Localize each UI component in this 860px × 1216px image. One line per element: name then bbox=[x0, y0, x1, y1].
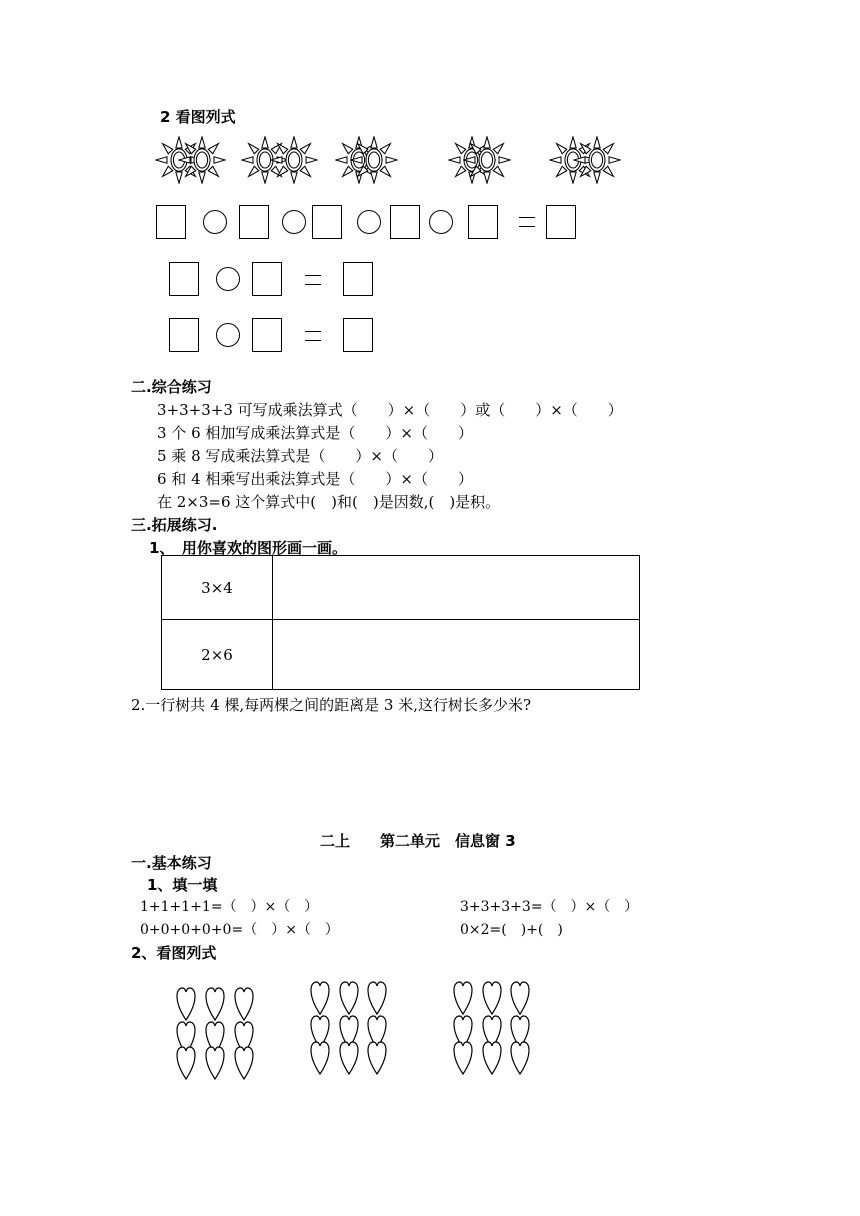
answer-box[interactable] bbox=[546, 205, 576, 239]
section-heading: 2 看图列式 bbox=[160, 108, 236, 126]
answer-box[interactable] bbox=[169, 318, 199, 352]
heart-icon bbox=[234, 1046, 254, 1080]
table-row-label: 2×6 bbox=[162, 620, 273, 690]
heart-icon bbox=[205, 987, 225, 1021]
fill-item: 1+1+1+1=（ ）×（ ） bbox=[140, 899, 319, 915]
unit-title: 二上 第二单元 信息窗 3 bbox=[320, 832, 516, 850]
operator-circle[interactable] bbox=[216, 323, 240, 347]
heart-icon bbox=[453, 981, 473, 1015]
drawing-area[interactable] bbox=[273, 556, 640, 620]
exercise-line: 5 乘 8 写成乘法算式是（ ）×（ ） bbox=[157, 447, 443, 465]
question-2: 2.一行树共 4 棵,每两棵之间的距离是 3 米,这行树长多少米? bbox=[131, 696, 532, 714]
sun-icon bbox=[270, 136, 320, 184]
heart-icon bbox=[482, 1041, 502, 1075]
answer-box[interactable] bbox=[468, 205, 498, 239]
sun-icon bbox=[463, 136, 513, 184]
heart-icon bbox=[510, 1041, 530, 1075]
exercise-line: 3 个 6 相加写成乘法算式是（ ）×（ ） bbox=[157, 424, 473, 442]
fill-item: 0×2=( )+( ) bbox=[460, 922, 563, 938]
operator-circle[interactable] bbox=[203, 210, 227, 234]
answer-box[interactable] bbox=[169, 262, 199, 296]
answer-box[interactable] bbox=[239, 205, 269, 239]
answer-box[interactable] bbox=[343, 318, 373, 352]
section-heading: 一.基本练习 bbox=[131, 854, 212, 872]
heart-icon bbox=[510, 981, 530, 1015]
sun-icon bbox=[178, 136, 228, 184]
heart-icon bbox=[367, 981, 387, 1015]
section-heading: 二.综合练习 bbox=[131, 378, 212, 396]
heart-icon bbox=[310, 981, 330, 1015]
answer-box[interactable] bbox=[390, 205, 420, 239]
heart-icon bbox=[310, 1041, 330, 1075]
answer-box[interactable] bbox=[252, 318, 282, 352]
heart-icon bbox=[339, 981, 359, 1015]
sun-icon bbox=[573, 136, 623, 184]
section-heading: 三.拓展练习. bbox=[131, 516, 218, 534]
heart-icon bbox=[205, 1046, 225, 1080]
sun-icon bbox=[350, 136, 400, 184]
operator-circle[interactable] bbox=[357, 210, 381, 234]
sub-heading: 1、填一填 bbox=[147, 876, 218, 894]
exercise-line: 在 2×3=6 这个算式中( )和( )是因数,( )是积。 bbox=[157, 493, 501, 511]
heart-icon bbox=[453, 1041, 473, 1075]
answer-box[interactable] bbox=[156, 205, 186, 239]
equals-sign bbox=[519, 217, 535, 227]
heart-icon bbox=[367, 1041, 387, 1075]
equals-sign bbox=[305, 331, 321, 341]
answer-box[interactable] bbox=[252, 262, 282, 296]
question-1: 1、 用你喜欢的图形画一画。 bbox=[149, 539, 347, 557]
heart-icon bbox=[482, 981, 502, 1015]
table-row-label: 3×4 bbox=[162, 556, 273, 620]
answer-box[interactable] bbox=[343, 262, 373, 296]
sub-heading: 2、看图列式 bbox=[131, 944, 217, 962]
heart-icon bbox=[234, 987, 254, 1021]
equals-sign bbox=[305, 275, 321, 285]
operator-circle[interactable] bbox=[216, 267, 240, 291]
exercise-line: 6 和 4 相乘写出乘法算式是（ ）×（ ） bbox=[157, 470, 473, 488]
drawing-area[interactable] bbox=[273, 620, 640, 690]
operator-circle[interactable] bbox=[282, 210, 306, 234]
fill-item: 3+3+3+3=（ ）×（ ） bbox=[460, 899, 639, 915]
exercise-line: 3+3+3+3 可写成乘法算式（ ）×（ ）或（ ）×（ ） bbox=[157, 401, 623, 419]
operator-circle[interactable] bbox=[429, 210, 453, 234]
fill-item: 0+0+0+0+0=（ ）×（ ） bbox=[140, 922, 339, 938]
heart-icon bbox=[176, 987, 196, 1021]
drawing-table bbox=[161, 555, 640, 690]
heart-icon bbox=[176, 1046, 196, 1080]
answer-box[interactable] bbox=[312, 205, 342, 239]
heart-icon bbox=[339, 1041, 359, 1075]
